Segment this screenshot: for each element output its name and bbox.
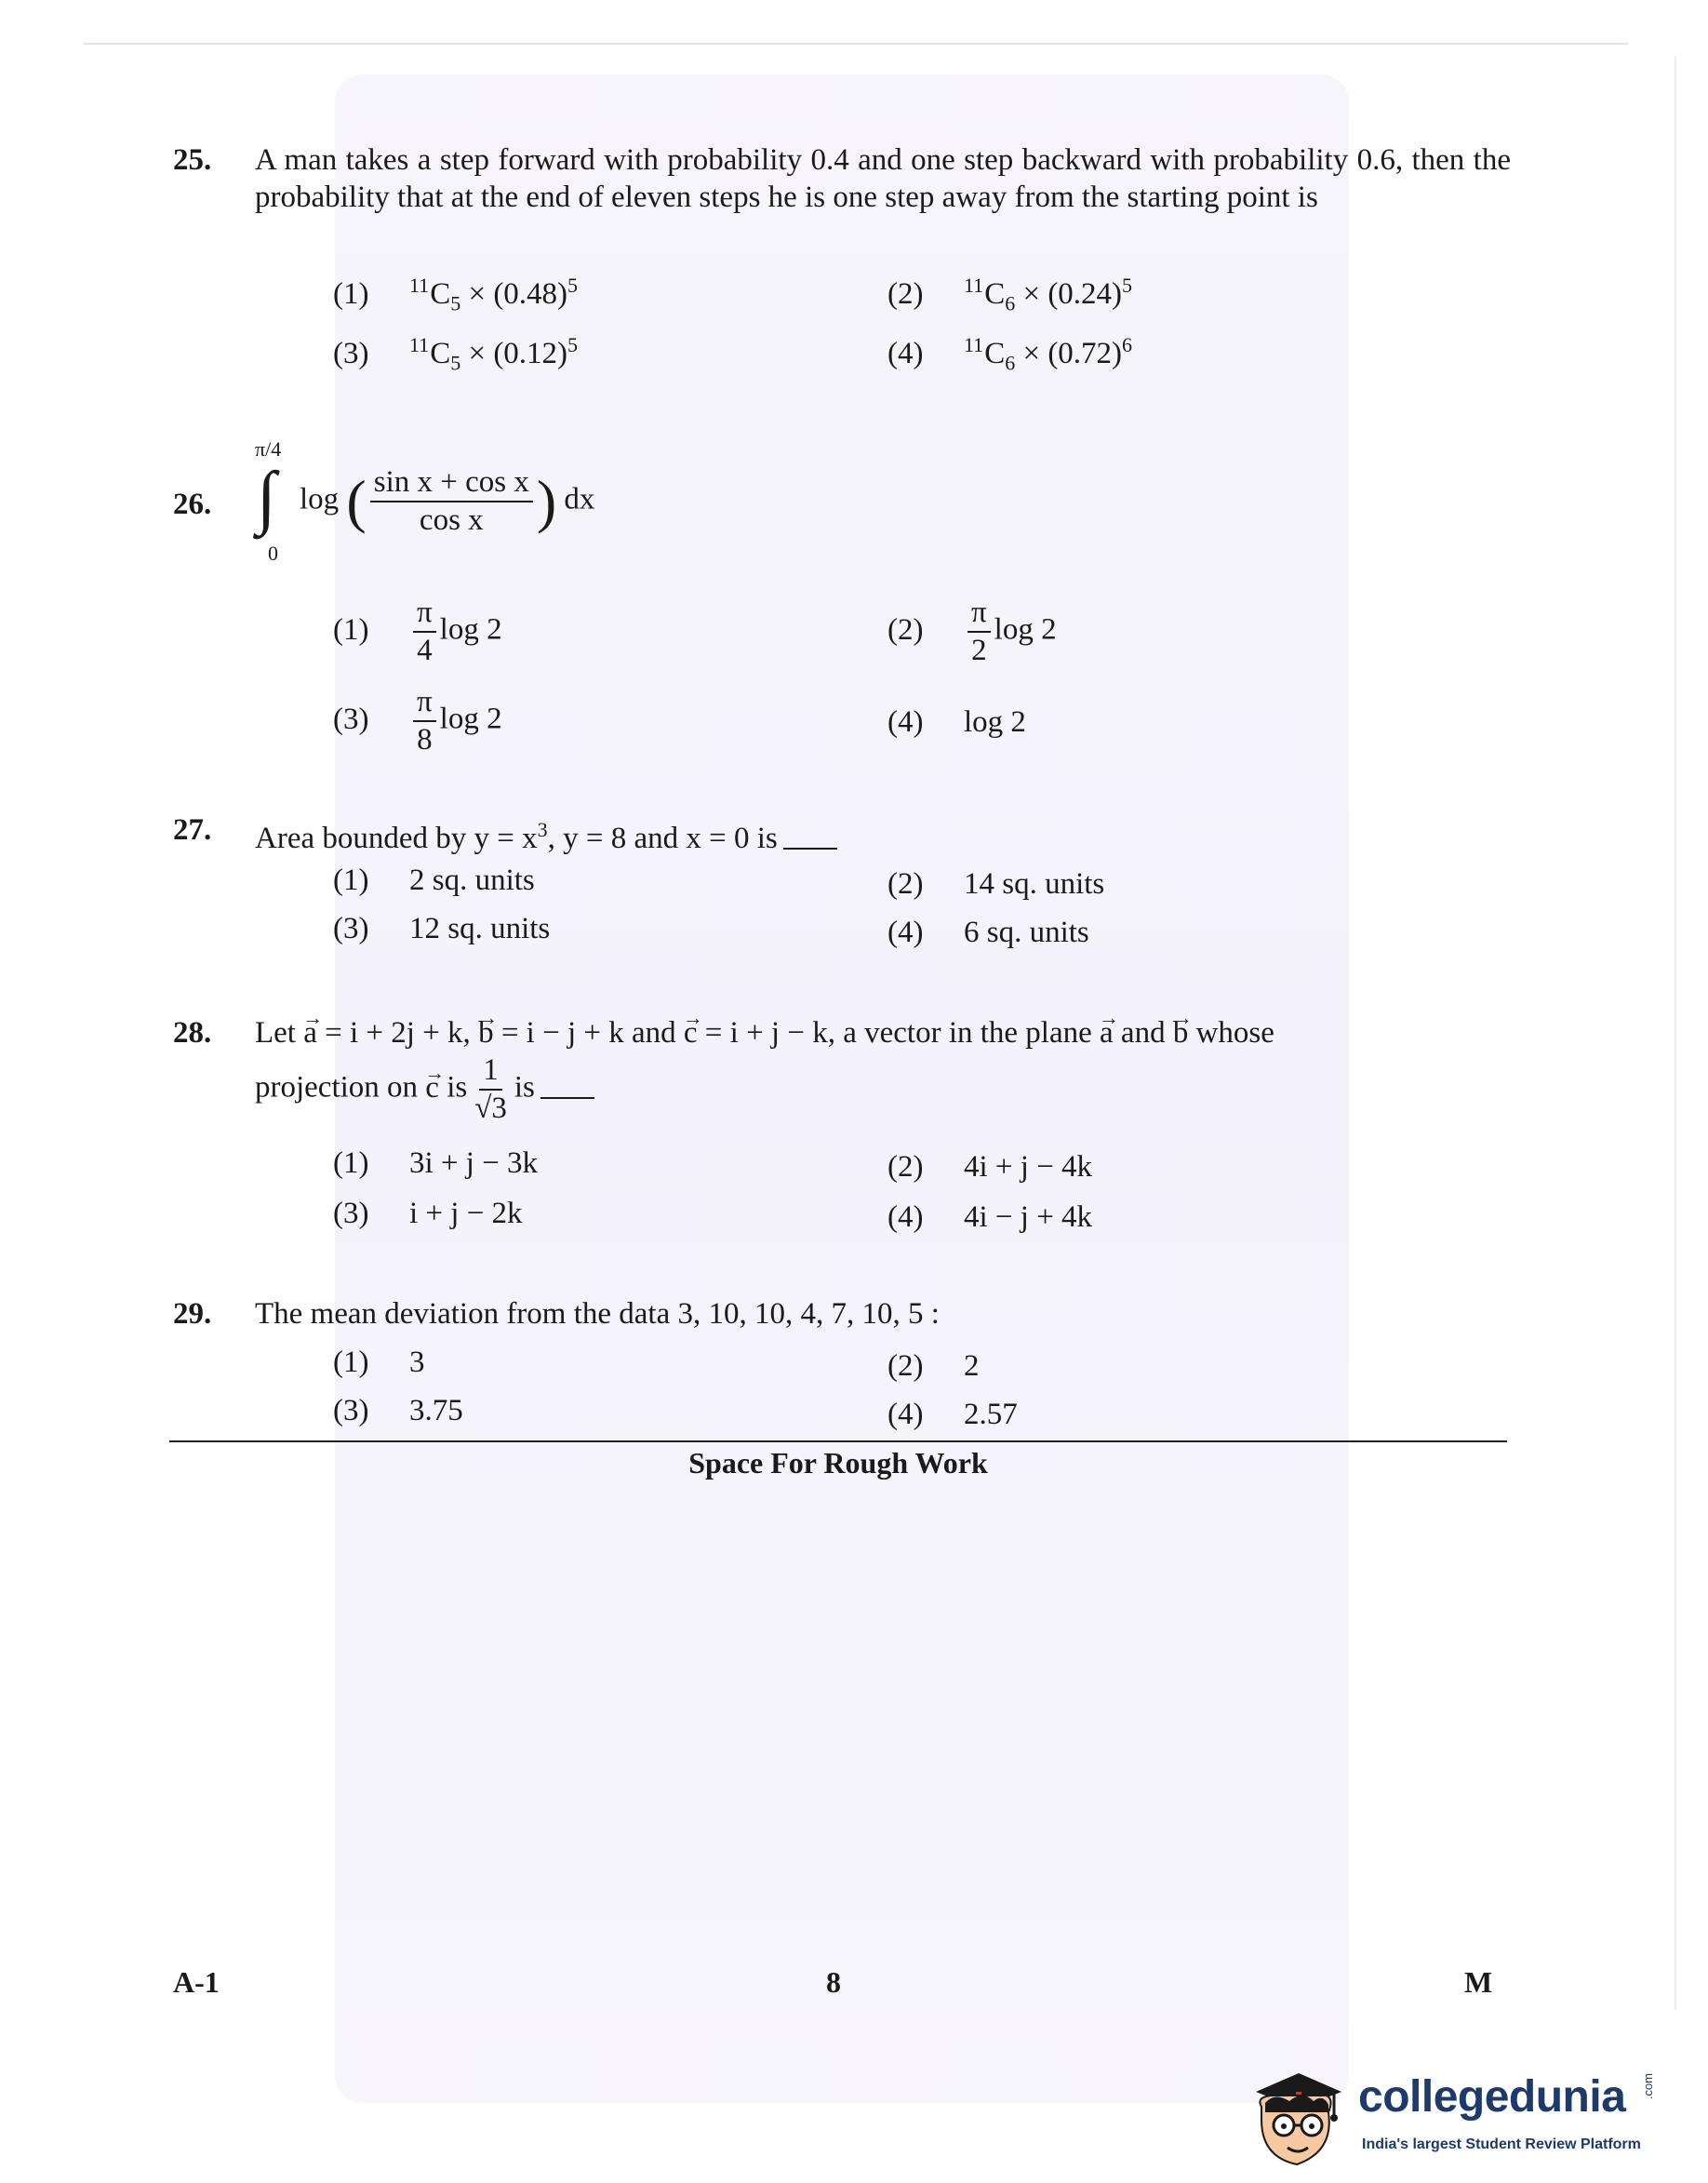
question-text: A man takes a step forward with probability 0.4 and one step backward with probability 0.6, then the probability that at the end of eleven steps he is one step away from the starting point is xyxy=(255,143,1511,214)
question-text-line-1: Let → a = i + 2j + k, → b = i − j + k and → c = i + j − k, a vector in the plane → a and → b whose xyxy=(255,1014,1511,1051)
option-28-4: (4) 4i − j + 4k xyxy=(887,1200,1093,1234)
footer-set: M xyxy=(1464,1965,1493,1999)
integral-expression xyxy=(251,437,623,565)
question-number: 29. xyxy=(173,1297,212,1331)
option-28-3: (3) i + j − 2k xyxy=(333,1197,523,1230)
option-25-2: (2) $^{11}C_6 \times (0.24)^5$ xyxy=(887,274,1133,315)
option-25-4: (4) $^{11}C_6 \times (0.72)^6$ xyxy=(887,333,1133,375)
integral-sign: ∫ xyxy=(257,458,276,536)
option-26-3: (3) $\frac{\pi}{8}$ log 2 xyxy=(333,685,502,757)
rough-work-divider xyxy=(169,1440,1507,1442)
watermark-tagline: India's largest Student Review Platform xyxy=(1362,2136,1641,2152)
option-29-4: (4) 2.57 xyxy=(887,1398,1018,1431)
question-number: 28. xyxy=(173,1016,212,1050)
rough-work-label: Space For Rough Work xyxy=(688,1446,988,1480)
student-mascot-icon xyxy=(1237,2060,1353,2172)
option-29-1: (1) 3 xyxy=(333,1346,425,1379)
question-number: 27. xyxy=(173,813,212,847)
question-number: 25. xyxy=(173,143,212,177)
option-26-2: (2) $\frac{\pi}{2}$ log 2 xyxy=(887,596,1057,667)
question-text: The mean deviation from the data 3, 10, 10, 4, 7, 10, 5 : xyxy=(255,1297,940,1331)
question-text-line-2: projection on → c is $\frac{1}{√3}$ is xyxy=(255,1055,1511,1124)
page-edge xyxy=(1675,56,1676,2010)
option-27-4: (4) 6 sq. units xyxy=(887,916,1089,949)
option-26-1: (1) $\frac{\pi}{4}$ log 2 xyxy=(333,596,502,667)
top-rule xyxy=(84,43,1628,45)
watermark-com: .com xyxy=(1641,2073,1655,2100)
option-26-4: (4) log 2 xyxy=(887,705,1026,739)
option-29-3: (3) 3.75 xyxy=(333,1394,463,1427)
option-28-1: (1) 3i + j − 3k xyxy=(333,1146,539,1180)
option-27-3: (3) 12 sq. units xyxy=(333,912,551,945)
integral-upper-limit: π/4 xyxy=(255,437,282,461)
watermark-name: collegedunia xyxy=(1358,2072,1626,2122)
option-27-1: (1) 2 sq. units xyxy=(333,864,535,897)
option-27-2: (2) 14 sq. units xyxy=(887,867,1105,901)
option-25-3: (3) $^{11}C_5 \times (0.12)^5$ xyxy=(333,333,579,375)
question-text: Area bounded by $y = x^3$, y = 8 and x = 0 is xyxy=(255,811,1511,857)
page-number: 8 xyxy=(826,1965,841,1999)
integral-lower-limit: 0 xyxy=(268,542,278,565)
answer-blank xyxy=(540,1097,594,1099)
integrand: log ( $\frac{\text{sin x + cos x}}{\text{cos x}}$ ) dx xyxy=(300,465,595,537)
option-29-2: (2) 2 xyxy=(887,1349,980,1383)
collegedunia-watermark xyxy=(1237,2060,1675,2172)
answer-blank xyxy=(783,848,837,850)
option-25-1: (1) $^{11}C_5 \times (0.48)^5$ xyxy=(333,274,579,315)
footer-code: A-1 xyxy=(173,1965,220,1999)
question-number: 26. xyxy=(173,488,212,521)
option-28-2: (2) 4i + j − 4k xyxy=(887,1150,1093,1184)
